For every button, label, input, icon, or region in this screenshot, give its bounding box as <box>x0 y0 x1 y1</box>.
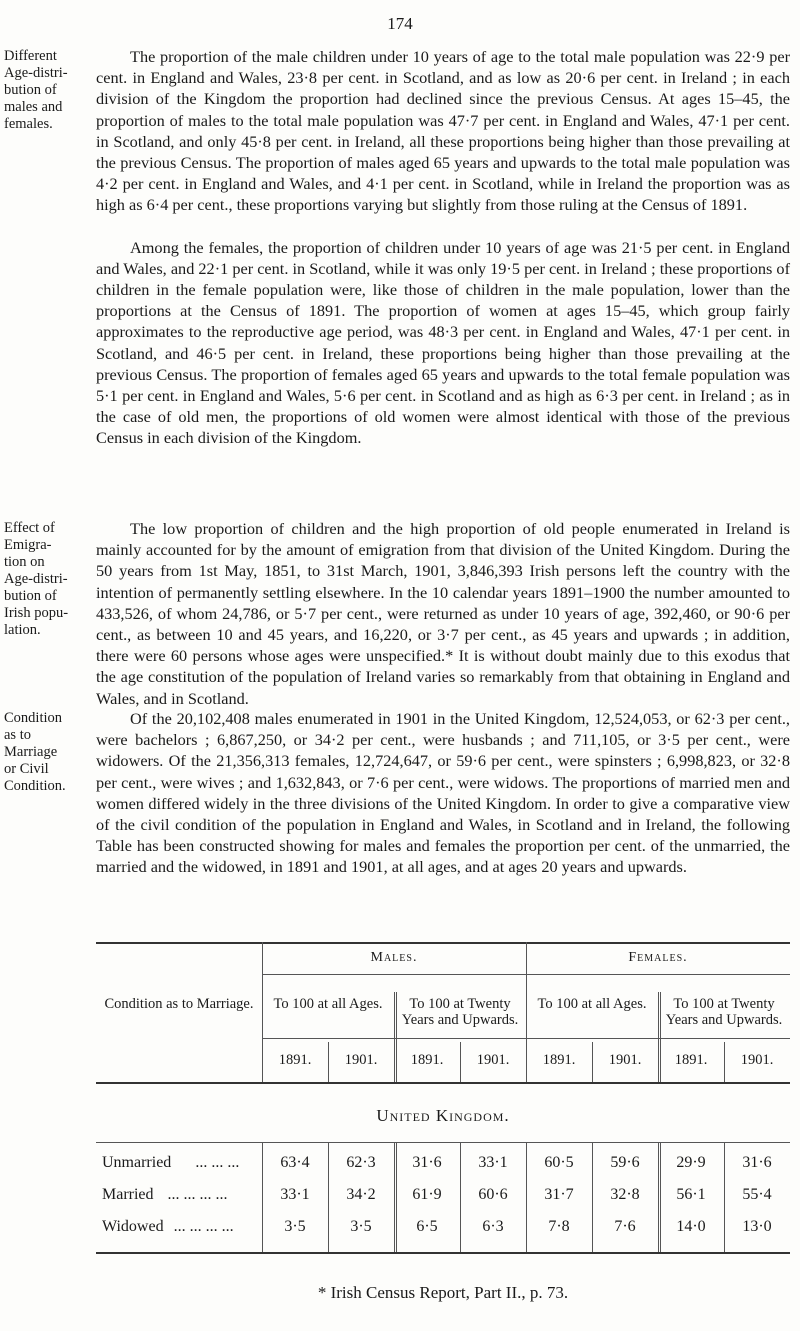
section-age-distribution <box>96 46 790 449</box>
table-cell: 33·1 <box>478 1154 508 1171</box>
header-condition: Condition as to Marriage. <box>104 996 254 1012</box>
table-cell: 7·6 <box>614 1218 636 1235</box>
table-bottom-rule <box>96 1252 790 1254</box>
year-header: 1891. <box>278 1052 312 1068</box>
margin-note-marriage: Condition as to Marriage or Civil Condition. <box>4 710 66 794</box>
table-row-label: Married ... ... ... ... <box>102 1186 228 1203</box>
table-cell: 33·1 <box>280 1186 310 1203</box>
table-cell: 13·0 <box>742 1218 772 1235</box>
year-header: 1901. <box>476 1052 510 1068</box>
year-header: 1901. <box>740 1052 774 1068</box>
paragraph-males: The proportion of the male children under 10 years of age to the total male population was 22·9 per cent. in England and Wales, 23·8 per cent. in Scotland, and as low as 20·6 per cent. in Ireland ; in each division of the Kingdom the proportion had declined since the previous Census. At ages 15–45, the proportion of males to the total male population was 47·7 per cent. in England and Wales, 47·1 per cent. in Scotland, and only 45·8 per cent. in Ireland, all these proportions being higher than those prevailing at the previous Census. The proportion of males aged 65 years and upwards to the total male population was 4·2 per cent. in England and Wales, and 4·1 per cent. in Scotland, while in Ireland the proportion was as high as 6·4 per cent., these proportions varying but slightly from those ruling at the Census of 1891. <box>96 47 790 215</box>
header-males-twenty: To 100 at Twenty Years and Upwards. <box>401 996 519 1028</box>
table-cell: 60·5 <box>544 1154 574 1171</box>
table-cell: 29·9 <box>676 1154 706 1171</box>
header-rule <box>262 974 790 975</box>
year-header: 1891. <box>674 1052 708 1068</box>
table-cell: 31·6 <box>742 1154 772 1171</box>
table-cell: 56·1 <box>676 1186 706 1203</box>
header-bottom-rule <box>96 1082 790 1084</box>
table-cell: 32·8 <box>610 1186 640 1203</box>
region-rule <box>96 1142 790 1143</box>
page-number: 174 <box>387 14 413 33</box>
table-cell: 60·6 <box>478 1186 508 1203</box>
table-row-label: Unmarried ... ... ... <box>102 1154 240 1171</box>
table-cell: 63·4 <box>280 1154 310 1171</box>
footnote: * Irish Census Report, Part II., p. 73. <box>317 1283 569 1302</box>
year-header: 1891. <box>542 1052 576 1068</box>
table-row-label: Widowed ... ... ... ... <box>102 1218 234 1235</box>
header-males-all-ages: To 100 at all Ages. <box>273 996 383 1012</box>
table-cell: 14·0 <box>676 1218 706 1235</box>
year-header: 1901. <box>344 1052 378 1068</box>
table-cell: 62·3 <box>346 1154 376 1171</box>
table-cell: 3·5 <box>284 1218 306 1235</box>
paragraph-marriage: Of the 20,102,408 males enumerated in 1901 in the United Kingdom, 12,524,053, or 62·3 per cent., were bachelors ; 6,867,250, or 34·2 per cent., were husbands ; and 711,105, or 3·5 per cent., were widowers. Of the 21,356,313 females, 12,724,647, or 59·6 per cent., were spinsters ; 6,998,823, or 32·8 per cent., were wives ; and 1,632,843, or 7·6 per cent., were widows. The proportions of married men and women differed widely in the three divisions of the United Kingdom. In order to give a comparative view of the civil condition of the population in England and Wales, in Scotland and in Ireland, the following Table has been constructed showing for males and females the proportion per cent. of the unmarried, the married and the widowed, in 1891 and 1901, at all ages, and at ages 20 years and upwards. <box>96 709 790 877</box>
table-cell: 31·7 <box>544 1186 574 1203</box>
table-cell: 59·6 <box>610 1154 640 1171</box>
section-marriage <box>96 708 790 878</box>
table-cell: 31·6 <box>412 1154 442 1171</box>
table-cell: 6·3 <box>482 1218 504 1235</box>
margin-note-age-distribution: Different Age-distri- bution of males and females. <box>4 48 68 132</box>
table-cell: 6·5 <box>416 1218 438 1235</box>
header-males: Males. <box>370 950 418 965</box>
header-females-twenty: To 100 at Twenty Years and Upwards. <box>665 996 783 1028</box>
margin-note-emigration: Effect of Emigra- tion on Age-distri- bution of Irish popu- lation. <box>4 520 69 638</box>
header-females: Females. <box>628 950 688 965</box>
year-header: 1891. <box>410 1052 444 1068</box>
table-cell: 61·9 <box>412 1186 442 1203</box>
table-cell: 34·2 <box>346 1186 376 1203</box>
header-females-all-ages: To 100 at all Ages. <box>537 996 647 1012</box>
table-top-rule <box>96 942 790 944</box>
region-heading: United Kingdom. <box>376 1106 510 1125</box>
table-cell: 7·8 <box>548 1218 570 1235</box>
header-rule <box>262 1038 790 1039</box>
table-cell: 55·4 <box>742 1186 772 1203</box>
paragraph-emigration: The low proportion of children and the high proportion of old people enumerated in Ireland is mainly accounted for by the amount of emigration from that division of the United Kingdom. During the 50 years from 1st May, 1851, to 31st March, 1901, 3,846,393 Irish persons left the country with the intention of permanently settling elsewhere. In the 10 calendar years 1891–1900 the number amounted to 433,526, of whom 24,786, or 5·7 per cent., were returned as under 10 years of age, 392,460, or 90·6 per cent., as between 10 and 45 years, and 16,220, or 3·7 per cent., as 45 years and upwards ; in addition, there were 60 persons whose ages were unspecified.* It is without doubt mainly due to this exodus that the age constitution of the population of Ireland varies so remarkably from that obtaining in England and Wales, and in Scotland. <box>96 519 790 708</box>
table-cell: 3·5 <box>350 1218 372 1235</box>
section-emigration <box>96 518 790 709</box>
year-header: 1901. <box>608 1052 642 1068</box>
paragraph-females: Among the females, the proportion of children under 10 years of age was 21·5 per cent. in England and Wales, and 22·1 per cent. in Scotland, while it was only 19·5 per cent. in Ireland ; these proportions of children in the female population were, like those of children in the male population, lower than the proportions at the Census of 1891. The proportion of women at ages 15–45, which group fairly approximates to the reproductive age period, was 48·3 per cent. in England and Wales, 47·1 per cent. in Scotland, and 46·5 per cent. in Ireland, these proportions being higher than those prevailing at the previous Census. The proportion of females aged 65 years and upwards to the total female population was 5·1 per cent. in England and Wales, 5·6 per cent. in Scotland and as high as 6·3 per cent. in Ireland ; as in the case of old men, the proportions of old women were almost identical with those of the previous Census in each division of the Kingdom. <box>96 237 790 448</box>
